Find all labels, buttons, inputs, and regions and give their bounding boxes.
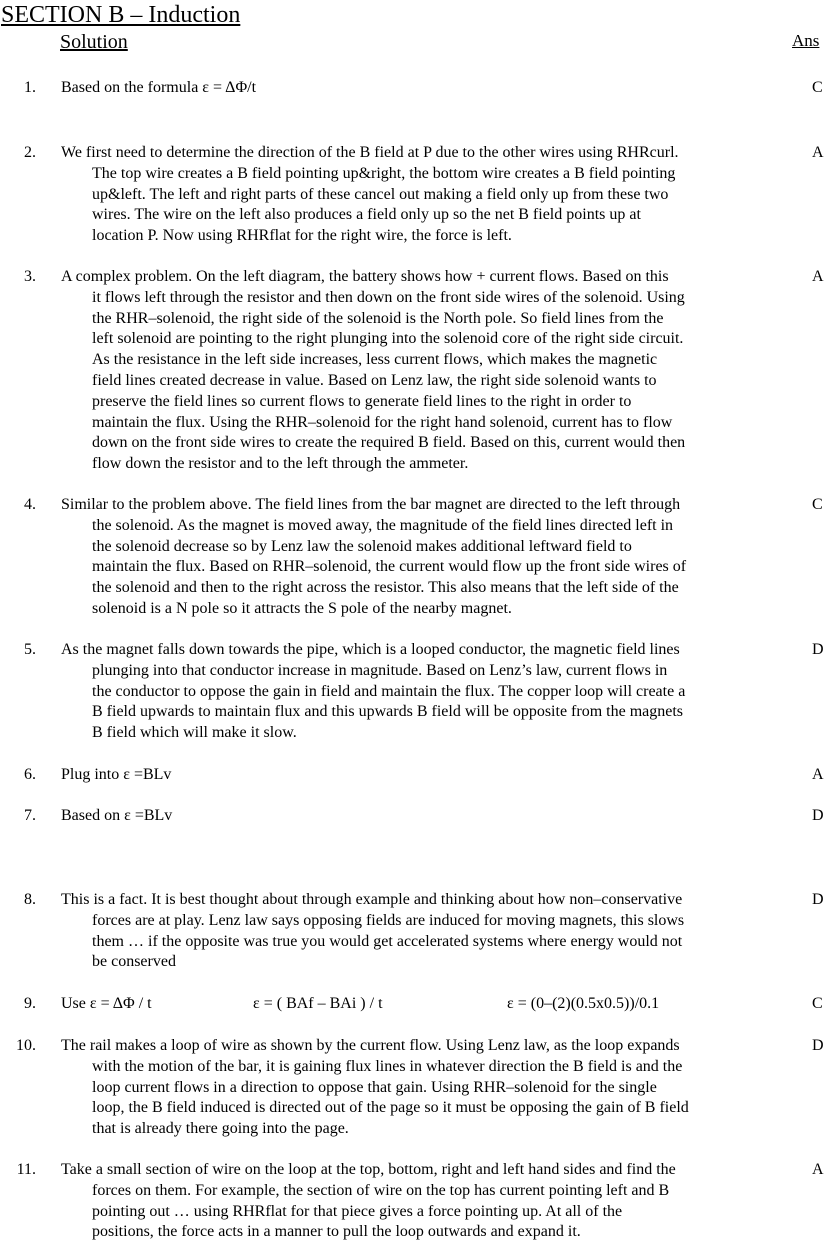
item-answer: A — [812, 766, 824, 783]
equation-step-1: Use ε = ΔΦ / t — [61, 995, 152, 1012]
item-number: 2. — [24, 144, 36, 161]
section-title: SECTION B – Induction — [1, 2, 241, 28]
item-text: Plug into ε =BLv — [61, 766, 172, 783]
solution-heading: Solution — [60, 31, 128, 53]
item-answer: C — [812, 995, 823, 1012]
answer-column-heading: Ans — [792, 31, 820, 50]
item-number: 9. — [24, 995, 36, 1012]
item-number: 1. — [24, 79, 36, 96]
item-answer: A — [812, 268, 824, 285]
item-answer: A — [812, 144, 824, 161]
item-number: 6. — [24, 766, 36, 783]
item-text: Based on ε =BLv — [61, 807, 173, 824]
item-text: The rail makes a loop of wire as shown by the current flow. Using Lenz law, as the loop expands with the motion of the bar, it is gaining flux lines in whatever direction the B field is and the loop current flows in a direction to oppose that gain. Using RHR–solenoid for the single loop, the B field induced is directed out of the page so it must be opposing the gain of B field that is already there going into the page. — [61, 1037, 689, 1138]
item-number: 4. — [24, 496, 36, 513]
item-text — [61, 994, 776, 1015]
item-number: 10. — [16, 1037, 36, 1054]
item-answer: D — [812, 641, 824, 658]
item-answer: C — [812, 496, 823, 513]
item-number: 5. — [24, 641, 36, 658]
item-text: Based on the formula ε = ΔΦ/t — [61, 79, 257, 96]
item-text: This is a fact. It is best thought about through example and thinking about how non–conservative forces are at play. Lenz law says opposing fields are induced for moving magnets, this slows them … if the opposite was true you would get accelerated systems where energy would not be conserved — [61, 891, 685, 971]
item-answer: A — [812, 1161, 824, 1178]
item-text: Take a small section of wire on the loop at the top, bottom, right and left hand sides and find the forces on them. For example, the section of wire on the top has current pointing left and B pointing out … using RHRflat for that piece gives a force pointing up. At all of the positions, the force acts in a manner to pull the loop outwards and expand it. — [61, 1161, 676, 1241]
item-number: 3. — [24, 268, 36, 285]
item-number: 7. — [24, 807, 36, 824]
item-number: 8. — [24, 891, 36, 908]
item-answer: D — [812, 1037, 824, 1054]
item-text: Similar to the problem above. The field lines from the bar magnet are directed to the left through the solenoid. As the magnet is moved away, the magnitude of the field lines directed left in the solenoid decrease so by Lenz law the solenoid makes additional leftward field to maintain the flux. Based on RHR–solenoid, the current would flow up the front side wires of the solenoid and then to the right across the resistor. This also means that the left side of the solenoid is a N pole so it attracts the S pole of the nearby magnet. — [61, 496, 687, 617]
item-number: 11. — [16, 1161, 36, 1178]
equation-step-3: ε = (0–(2)(0.5x0.5))/0.1 — [507, 995, 660, 1012]
item-answer: D — [812, 891, 824, 908]
item-answer: D — [812, 807, 824, 824]
item-text: As the magnet falls down towards the pipe, which is a looped conductor, the magnetic field lines plunging into that conductor increase in magnitude. Based on Lenz’s law, current flows in the conductor to oppose the gain in field and maintain the flux. The copper loop will create a B field upwards to maintain flux and this upwards B field will be opposite from the magnets B field which will make it slow. — [61, 641, 686, 742]
item-text: A complex problem. On the left diagram, the battery shows how + current flows. Based on this it flows left through the resistor and then down on the front side wires of the solenoid. Using the RHR–solenoid, the right side of the solenoid is the North pole. So field lines from the left solenoid are pointing to the right plunging into the solenoid core of the right side circuit. As the resistance in the left side increases, less current flows, which makes the magnetic field lines created decrease in value. Based on Lenz law, the right side solenoid wants to preserve the field lines so current flows to generate field lines to the right in order to maintain the flux. Using the RHR–solenoid for the right hand solenoid, current has to flow down on the front side wires to create the required B field. Based on this, current would then flow down the resistor and to the left through the ammeter. — [61, 268, 686, 473]
item-answer: C — [812, 79, 823, 96]
equation-step-2: ε = ( BAf – BAi ) / t — [253, 995, 383, 1012]
item-text: We first need to determine the direction of the B field at P due to the other wires using RHRcurl. The top wire creates a B field pointing up&right, the bottom wire creates a B field pointing up&left. The left and right parts of these cancel out making a field only up from these two wires. The wire on the left also produces a field only up so the net B field points up at location P. Now using RHRflat for the right wire, the force is left. — [61, 144, 679, 245]
